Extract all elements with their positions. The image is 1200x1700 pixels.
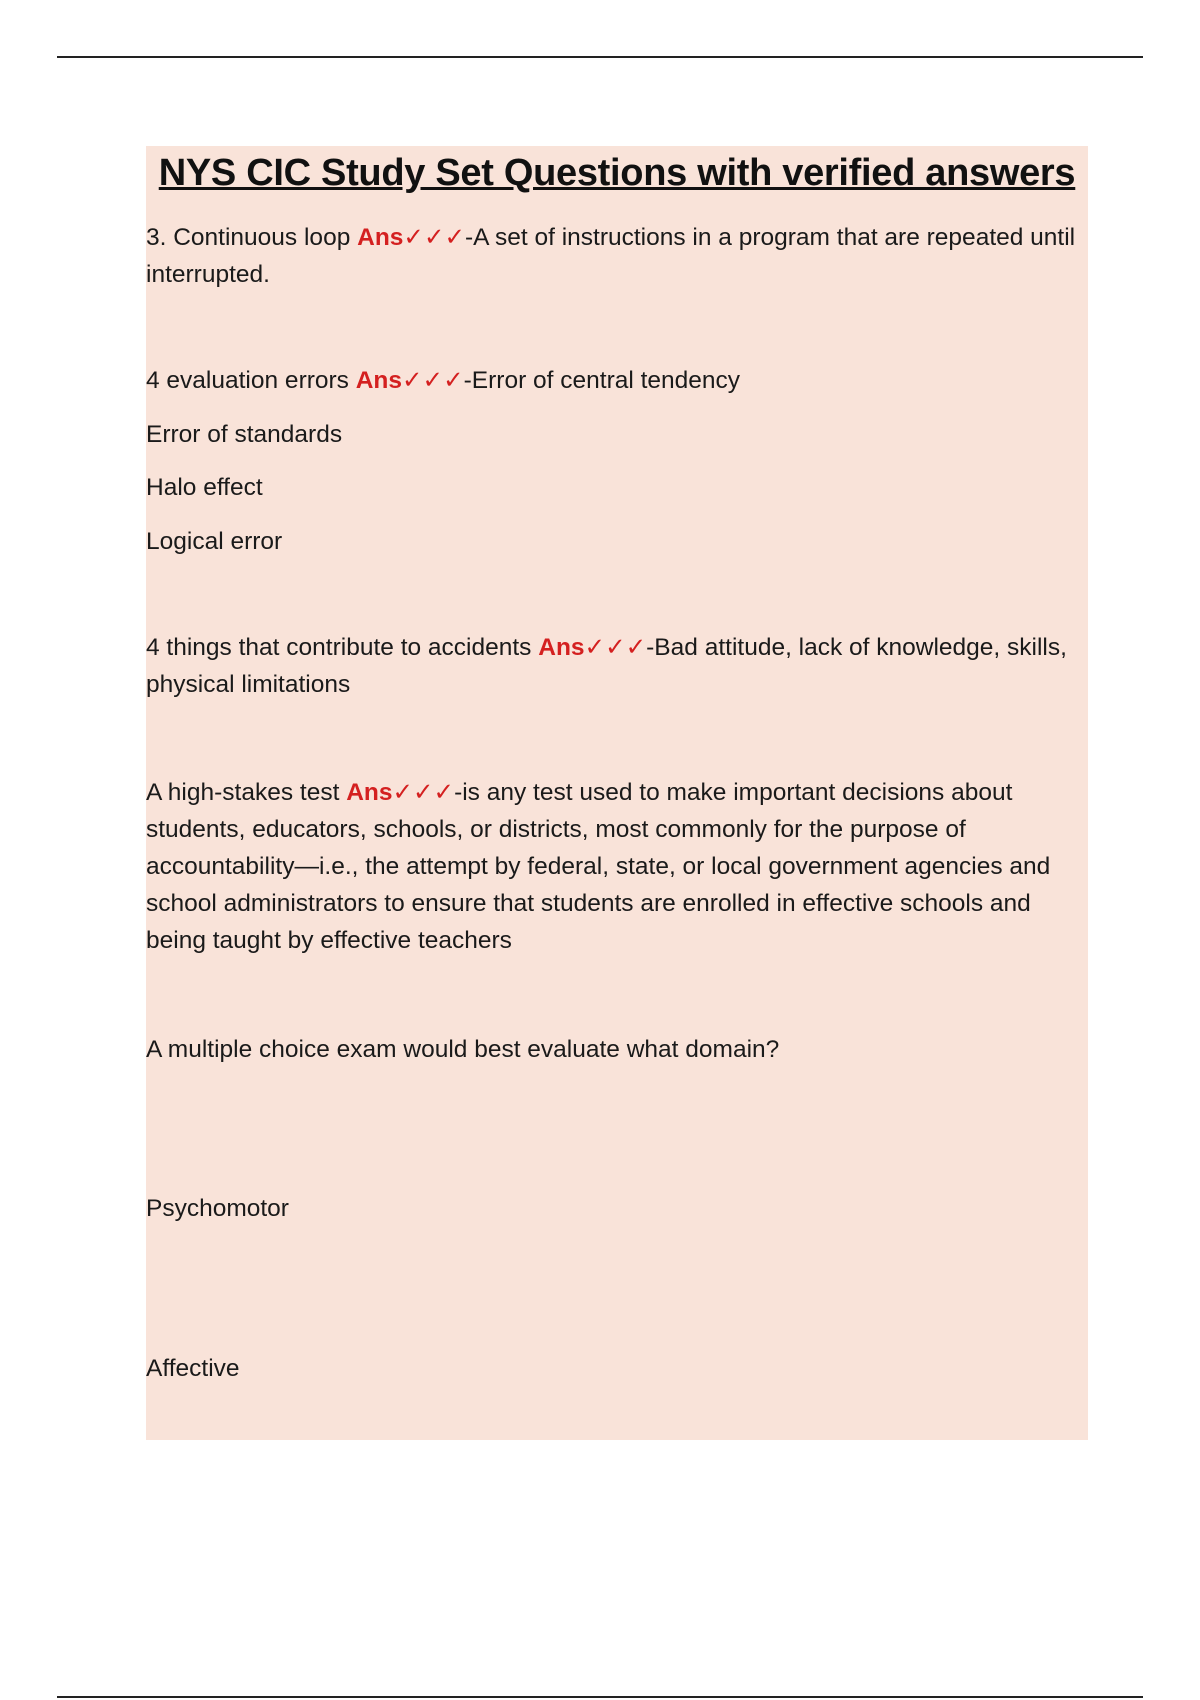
header-rule	[57, 56, 1143, 58]
question-text: A high-stakes test	[146, 779, 347, 806]
answer-marker: Ans	[538, 634, 585, 661]
answer-text: -Error of central tendency	[463, 367, 741, 394]
document-title: NYS CIC Study Set Questions with verified answers	[158, 152, 1076, 194]
answer-line: Halo effect	[146, 474, 263, 501]
entry-high-stakes-test	[146, 774, 1090, 959]
entry-multiple-choice-question	[146, 1031, 1090, 1068]
entry-continuous-loop	[146, 219, 1090, 293]
question-text: 4 evaluation errors	[146, 367, 356, 394]
entry-accident-factors	[146, 629, 1090, 703]
answer-line: Logical error	[146, 528, 283, 555]
answer-marker: Ans	[355, 367, 403, 394]
answer-text: -A set of instructions in a program that are repeated until interrupted.	[146, 224, 1076, 288]
answer-text: -is any test used to make important decisions about students, educators, schools, or districts, most commonly for the purpose of accountability—i.e., the attempt by federal, state, or local government agencies and school administrators to ensure that students are enrolled in effective schools and being taught by effective teachers	[146, 779, 1051, 954]
option-psychomotor: Psychomotor	[146, 1195, 289, 1222]
footer-rule	[57, 1696, 1143, 1698]
question-text: 4 things that contribute to accidents	[146, 634, 539, 661]
check-marks-icon: ✓✓✓	[584, 634, 647, 661]
answer-marker: Ans	[346, 779, 393, 806]
question-text: 3. Continuous loop	[146, 224, 358, 251]
answer-marker: Ans	[357, 224, 404, 251]
answer-line: Error of standards	[146, 421, 343, 448]
option-affective: Affective	[146, 1355, 240, 1382]
answer-text: -Bad attitude, lack of knowledge, skills, physical limitations	[146, 634, 1067, 698]
check-marks-icon: ✓✓✓	[402, 367, 464, 394]
check-marks-icon: ✓✓✓	[392, 779, 455, 806]
check-marks-icon: ✓✓✓	[403, 224, 466, 251]
entry-evaluation-errors	[146, 362, 1090, 399]
question-text: A multiple choice exam would best evaluate what domain?	[146, 1036, 780, 1063]
